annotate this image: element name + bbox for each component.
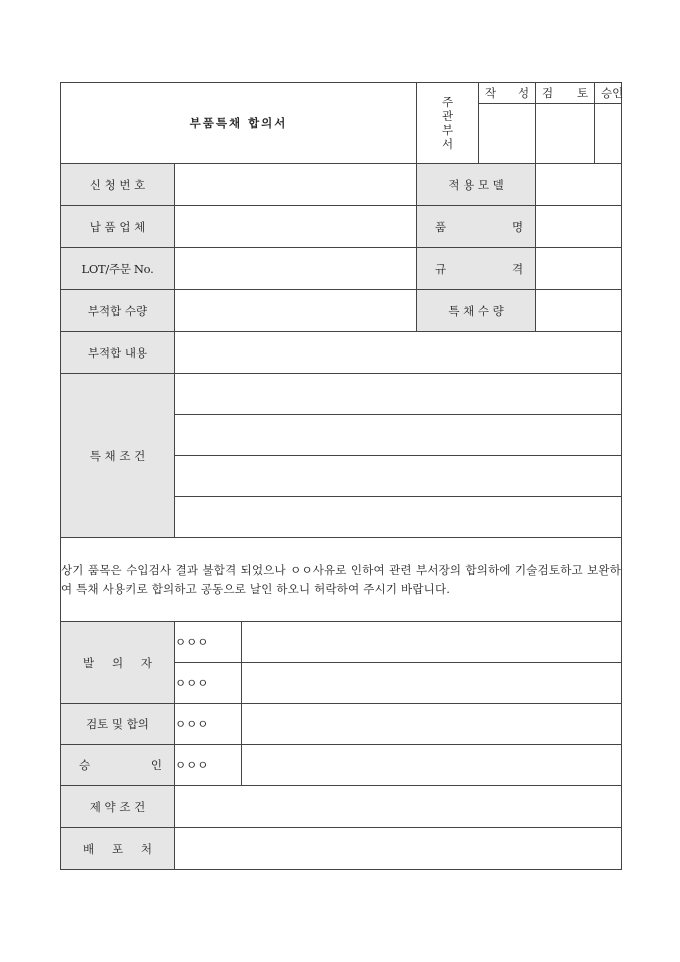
supplier-label: 납 품 업 체 xyxy=(61,206,175,248)
author-header: 작 성 xyxy=(479,83,536,104)
distribution-input[interactable] xyxy=(175,828,622,870)
review-name: ㅇㅇㅇ xyxy=(175,704,242,745)
approve-header: 승 인 xyxy=(595,83,622,104)
approve-name: ㅇㅇㅇ xyxy=(175,745,242,786)
special-condition-label: 특 채 조 건 xyxy=(61,374,175,538)
request-no-input[interactable] xyxy=(175,164,417,206)
review-sign[interactable] xyxy=(242,704,622,745)
review-label: 검토 및 합의 xyxy=(61,704,175,745)
approve-sign-box[interactable] xyxy=(595,104,622,164)
page-title: 부품특채 합의서 xyxy=(61,83,417,164)
dept-char-3: 부 xyxy=(441,123,454,137)
product-label: 품 명 xyxy=(417,206,536,248)
dept-char-4: 서 xyxy=(441,137,454,151)
lot-input[interactable] xyxy=(175,248,417,290)
special-qty-label: 특 채 수 량 xyxy=(417,290,536,332)
proposer-sign-1[interactable] xyxy=(242,622,622,663)
defect-content-label: 부적합 내용 xyxy=(61,332,175,374)
dept-char-2: 관 xyxy=(441,109,454,123)
defect-qty-input[interactable] xyxy=(175,290,417,332)
review-sign-box[interactable] xyxy=(536,104,595,164)
request-no-label: 신 청 번 호 xyxy=(61,164,175,206)
spec-input[interactable] xyxy=(536,248,622,290)
special-condition-line-4[interactable] xyxy=(175,497,622,538)
defect-content-input[interactable] xyxy=(175,332,622,374)
spec-label: 규 격 xyxy=(417,248,536,290)
proposer-name-2: ㅇㅇㅇ xyxy=(175,663,242,704)
product-input[interactable] xyxy=(536,206,622,248)
proposer-sign-2[interactable] xyxy=(242,663,622,704)
supplier-input[interactable] xyxy=(175,206,417,248)
model-input[interactable] xyxy=(536,164,622,206)
proposer-name-1: ㅇㅇㅇ xyxy=(175,622,242,663)
model-label: 적 용 모 델 xyxy=(417,164,536,206)
special-acceptance-form xyxy=(60,82,622,870)
special-condition-line-3[interactable] xyxy=(175,456,622,497)
author-sign-box[interactable] xyxy=(479,104,536,164)
distribution-label: 배 포 처 xyxy=(61,828,175,870)
lot-label: LOT/주문 No. xyxy=(61,248,175,290)
restriction-label: 제 약 조 건 xyxy=(61,786,175,828)
dept-cell xyxy=(417,83,479,164)
approve-label: 승 인 xyxy=(61,745,175,786)
special-condition-line-2[interactable] xyxy=(175,415,622,456)
special-condition-line-1[interactable] xyxy=(175,374,622,415)
defect-qty-label: 부적합 수량 xyxy=(61,290,175,332)
approve-sign[interactable] xyxy=(242,745,622,786)
proposer-label: 발 의 자 xyxy=(61,622,175,704)
dept-char-1: 주 xyxy=(441,95,454,109)
special-qty-input[interactable] xyxy=(536,290,622,332)
review-header: 검 토 xyxy=(536,83,595,104)
restriction-input[interactable] xyxy=(175,786,622,828)
agreement-statement: 상기 품목은 수입검사 결과 불합격 되었으나 ㅇㅇ사유로 인하여 관련 부서장의 합의하에 기술검토하고 보완하여 특채 사용키로 합의하고 공동으로 날인 하오니 허락하여 주시기 바랍니다. xyxy=(61,538,622,622)
